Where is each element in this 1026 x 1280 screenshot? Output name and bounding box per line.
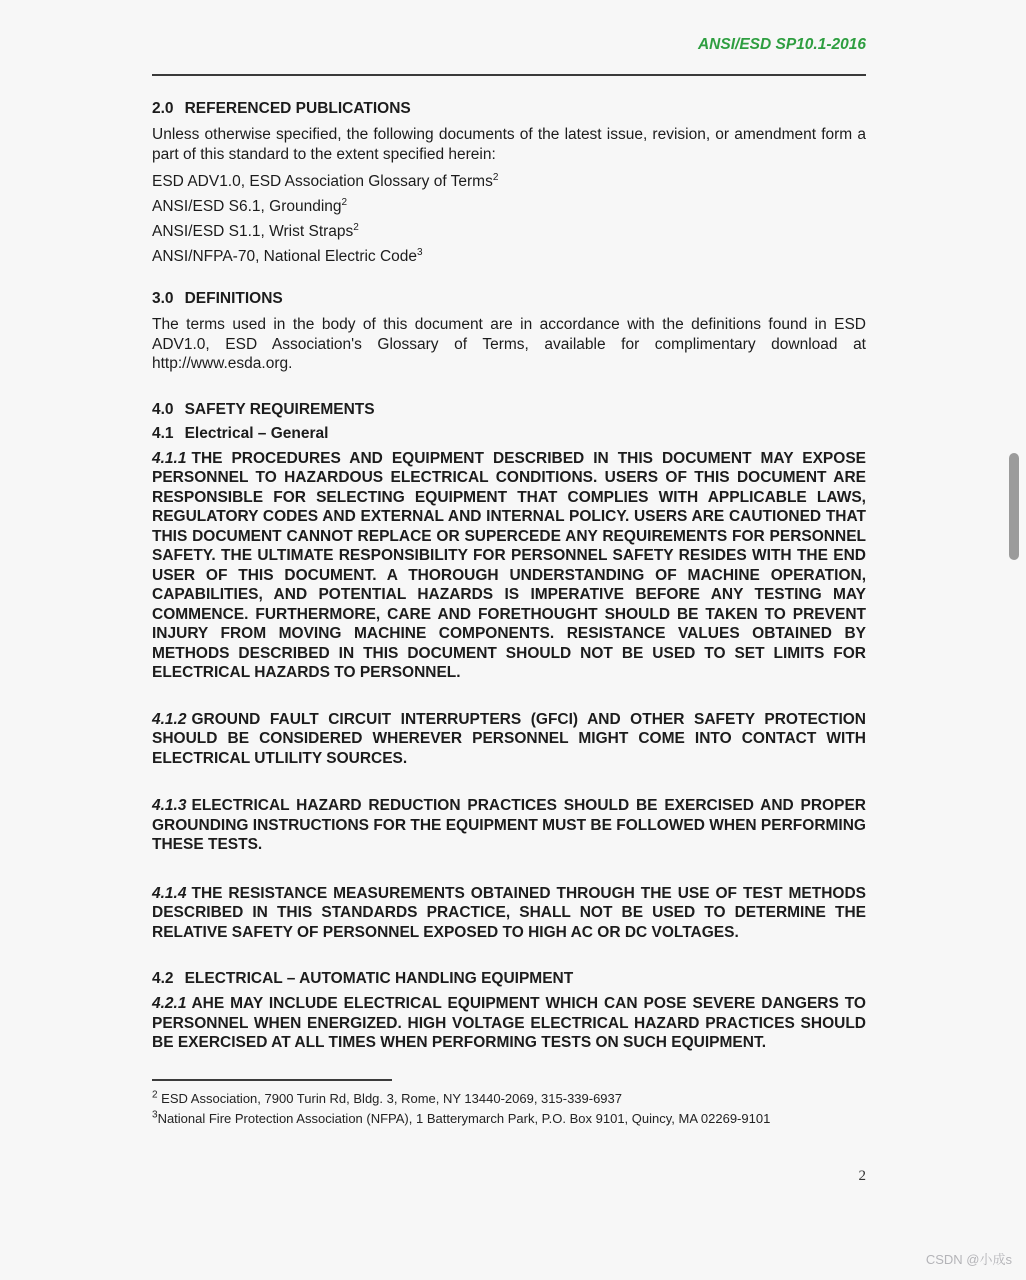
clause-4-2-1 — [152, 994, 866, 1053]
section-heading-referenced-publications — [152, 100, 866, 118]
reference-item — [152, 169, 866, 194]
section-number: 4.2 — [152, 970, 174, 987]
reference-text: ANSI/NFPA-70, National Electric Code — [152, 248, 418, 265]
section-heading-safety-requirements — [152, 401, 866, 419]
section-number: 4.0 — [152, 400, 174, 418]
clause-number: 4.1.4 — [152, 884, 187, 902]
clause-number: 4.1.1 — [152, 449, 187, 467]
section-title: Electrical – General — [184, 424, 329, 442]
clause-4-1-4 — [152, 884, 866, 943]
clause-4-1-1 — [152, 449, 866, 683]
clause-text: GROUND FAULT CIRCUIT INTERRUPTERS (GFCI) AND OTHER SAFETY PROTECTION SHOULD BE CONSIDERED WHEREVER PERSONNEL MIGHT COME INTO CONTACT WITH ELECTRICAL UTLILITY SOURCES. — [152, 710, 866, 767]
footnote-marker: 2 — [152, 1089, 158, 1101]
footnote-marker: 3 — [152, 1109, 158, 1121]
reference-item — [152, 219, 866, 244]
reference-text: ANSI/ESD S6.1, Grounding — [152, 198, 342, 215]
subsection-heading-electrical-ahe — [152, 970, 866, 988]
section-title: REFERENCED PUBLICATIONS — [184, 100, 411, 117]
clause-number: 4.2.1 — [152, 995, 187, 1012]
section-number: 3.0 — [152, 290, 174, 307]
clause-number: 4.1.2 — [152, 710, 187, 728]
clause-4-1-3 — [152, 796, 866, 855]
footnotes — [152, 1089, 866, 1129]
footnote-marker: 2 — [353, 221, 359, 233]
clause-4-1-2 — [152, 710, 866, 769]
section-title: SAFETY REQUIREMENTS — [184, 400, 375, 418]
watermark: CSDN @小成s — [925, 1252, 1012, 1267]
reference-item — [152, 194, 866, 219]
document-page — [152, 0, 866, 1185]
vertical-scrollbar-thumb[interactable] — [1009, 453, 1019, 560]
footnote-marker: 3 — [417, 246, 423, 258]
reference-text: ESD ADV1.0, ESD Association Glossary of Terms — [152, 173, 493, 190]
document-header-title: ANSI/ESD SP10.1-2016 — [697, 36, 866, 53]
page-number: 2 — [858, 1167, 866, 1184]
footnote-divider-rule — [152, 1079, 392, 1081]
section-title: DEFINITIONS — [184, 290, 283, 307]
reference-text: ANSI/ESD S1.1, Wrist Straps — [152, 223, 354, 240]
header-divider-rule — [152, 74, 866, 76]
footnote-marker: 2 — [492, 171, 499, 183]
definitions-body: The terms used in the body of this document are in accordance with the definitions found in ESD ADV1.0, ESD Association's Glossary of Terms, available for complimentary download at http://www.esda.org. — [152, 316, 866, 372]
footnote-2 — [152, 1089, 866, 1109]
clause-text: ELECTRICAL HAZARD REDUCTION PRACTICES SHOULD BE EXERCISED AND PROPER GROUNDING INSTRUCTIONS FOR THE EQUIPMENT MUST BE FOLLOWED WHEN PERFORMING THESE TESTS. — [152, 797, 866, 853]
section-number: 2.0 — [152, 100, 174, 117]
footnote-text: National Fire Protection Association (NFPA), 1 Batterymarch Park, P.O. Box 9101, Quincy, MA 02269-9101 — [157, 1110, 771, 1126]
clause-text: AHE MAY INCLUDE ELECTRICAL EQUIPMENT WHICH CAN POSE SEVERE DANGERS TO PERSONNEL WHEN ENERGIZED. HIGH VOLTAGE ELECTRICAL HAZARD PRACTICES SHOULD BE EXERCISED AT ALL TIMES WHEN PERFORMING TESTS ON SUCH EQUIPMENT. — [152, 995, 866, 1051]
footnote-3 — [152, 1109, 866, 1129]
clause-text: THE PROCEDURES AND EQUIPMENT DESCRIBED IN THIS DOCUMENT MAY EXPOSE PERSONNEL TO HAZARDOUS ELECTRICAL CONDITIONS. USERS OF THIS DOCUMENT ARE RESPONSIBLE FOR SELECTING EQUIPMENT THAT COMPLIES WITH APPLICABLE LAWS, REGULATORY CODES AND EXTERNAL AND INTERNAL POLICY. USERS ARE CAUTIONED THAT THIS DOCUMENT CANNOT REPLACE OR SUPERCEDE ANY REQUIREMENTS FOR PERSONNEL SAFETY. THE ULTIMATE RESPONSIBILITY FOR PERSONNEL SAFETY RESIDES WITH THE END USER OF THIS DOCUMENT. A THOROUGH UNDERSTANDING OF MACHINE OPERATION, CAPABILITIES, AND POTENTIAL HAZARDS IS IMPERATIVE BEFORE ANY TESTING MAY COMMENCE. FURTHERMORE, CARE AND FORETHOUGHT SHOULD BE TAKEN TO PREVENT INJURY FROM MOVING MACHINE COMPONENTS. RESISTANCE VALUES OBTAINED BY METHODS DESCRIBED IN THIS DOCUMENT SHOULD NOT BE USED TO SET LIMITS FOR ELECTRICAL HAZARDS TO PERSONNEL. — [152, 449, 866, 681]
referenced-publications-intro: Unless otherwise specified, the following documents of the latest issue, revision, or amendment form a part of this standard to the extent specified herein: — [152, 126, 866, 163]
footnote-text: ESD Association, 7900 Turin Rd, Bldg. 3, Rome, NY 13440-2069, 315-339-6937 — [157, 1090, 623, 1106]
reference-list — [152, 169, 866, 269]
subsection-heading-electrical-general — [152, 425, 866, 443]
section-number: 4.1 — [152, 424, 174, 442]
footnote-marker: 2 — [341, 196, 348, 208]
section-title: ELECTRICAL – AUTOMATIC HANDLING EQUIPMENT — [184, 970, 574, 987]
section-heading-definitions — [152, 290, 866, 308]
clause-text: THE RESISTANCE MEASUREMENTS OBTAINED THROUGH THE USE OF TEST METHODS DESCRIBED IN THIS STANDARDS PRACTICE, SHALL NOT BE USED TO DETERMINE THE RELATIVE SAFETY OF PERSONNEL EXPOSED TO HIGH AC OR DC VOLTAGES. — [152, 884, 866, 941]
clause-number: 4.1.3 — [152, 797, 187, 814]
reference-item — [152, 244, 866, 269]
